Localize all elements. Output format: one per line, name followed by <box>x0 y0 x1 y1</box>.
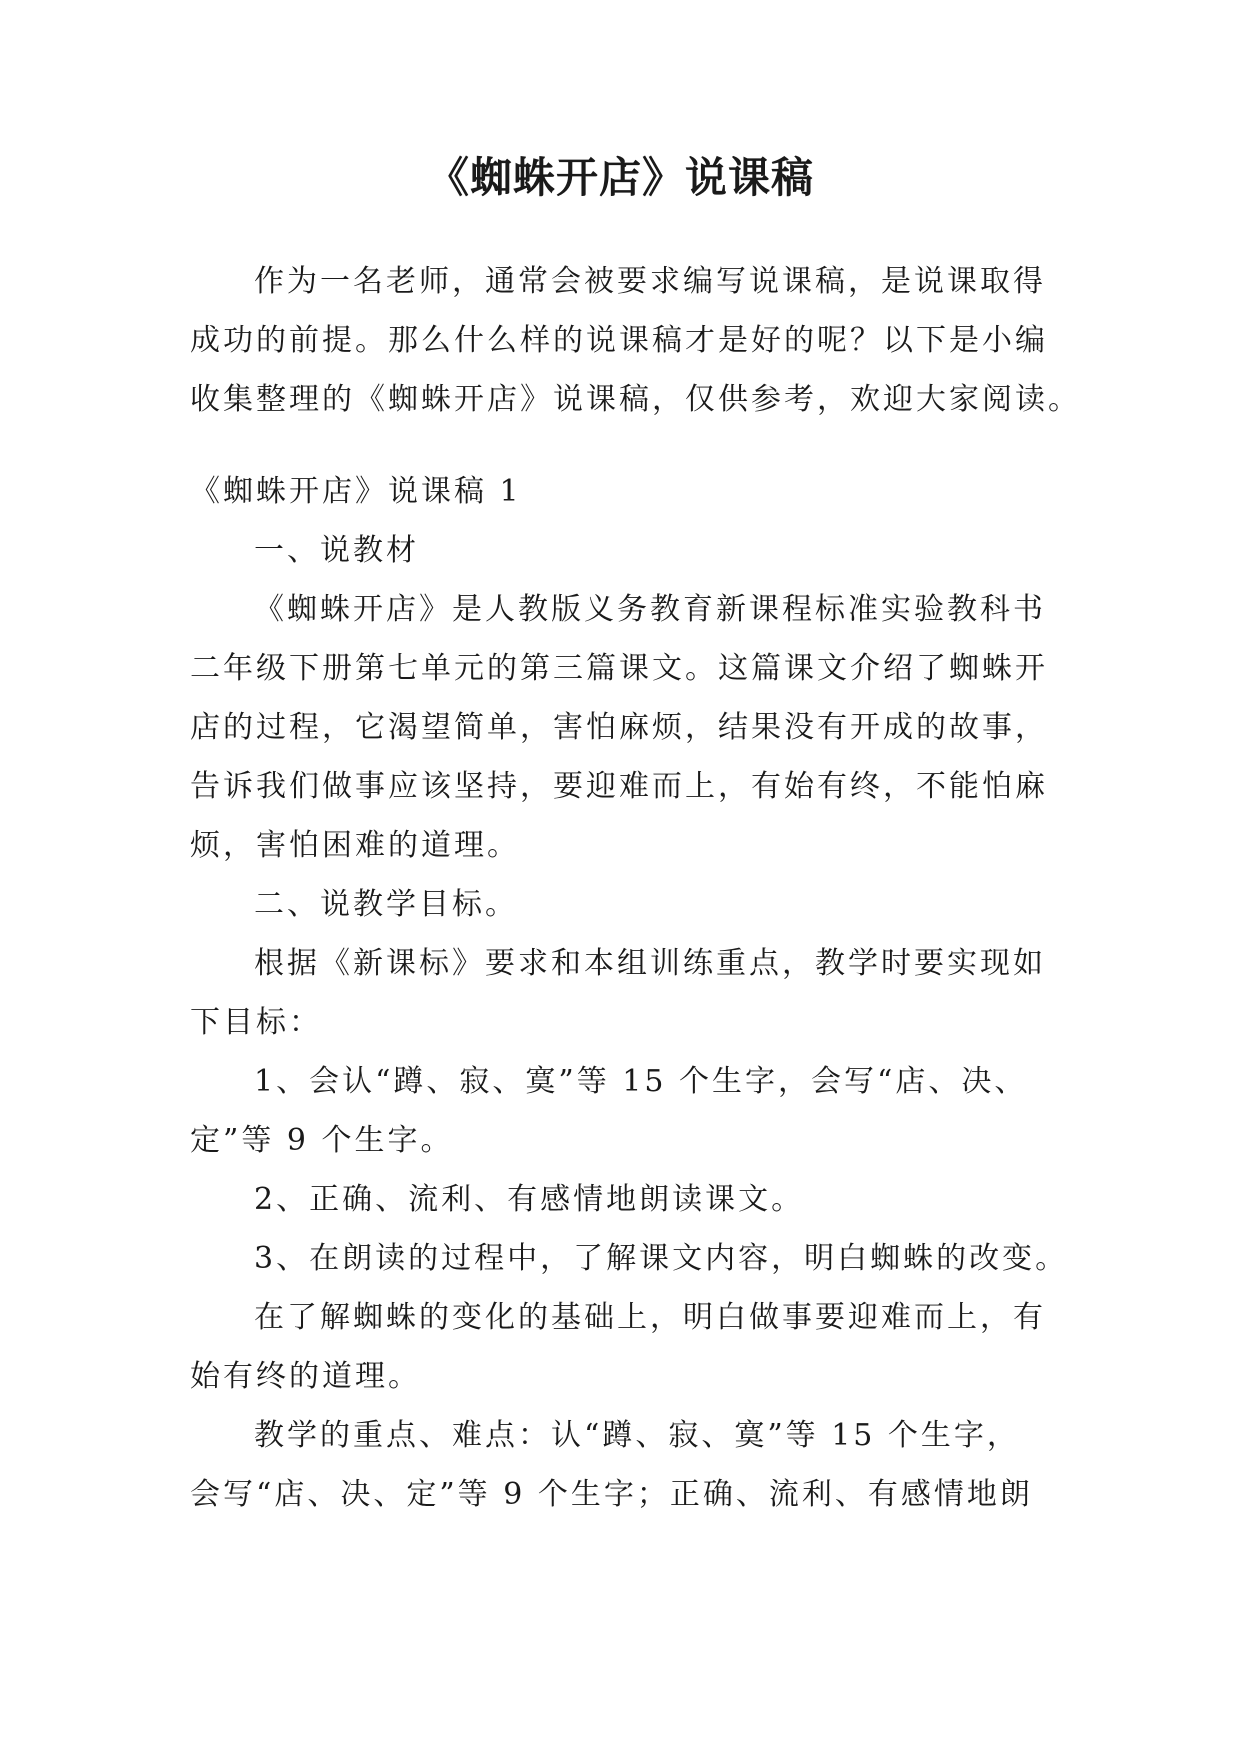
goal-2: 2、正确、流利、有感情地朗读课文。 <box>254 1182 805 1217</box>
intro-paragraph <box>190 252 1081 429</box>
goal-1-line-2: 定”等 9 个生字。 <box>190 1123 454 1158</box>
goals-intro-line-2: 下目标： <box>190 1005 322 1040</box>
sub-heading-material: 一、说教材 <box>254 533 419 568</box>
intro-line-1: 作为一名老师，通常会被要求编写说课稿，是说课取得 <box>254 264 1046 299</box>
goals-intro-line-1: 根据《新课标》要求和本组训练重点，教学时要实现如 <box>254 946 1046 981</box>
intro-line-2: 成功的前提。那么什么样的说课稿才是好的呢？以下是小编 <box>190 323 1048 358</box>
material-line-4: 告诉我们做事应该坚持，要迎难而上，有始有终，不能怕麻 <box>190 769 1048 804</box>
sub-heading-goals: 二、说教学目标。 <box>254 887 518 922</box>
material-line-1: 《蜘蛛开店》是人教版义务教育新课程标准实验教科书 <box>254 592 1046 627</box>
goal-3: 3、在朗读的过程中，了解课文内容，明白蜘蛛的改变。 <box>254 1241 1069 1276</box>
goal-1-line-1: 1、会认“蹲、寂、寞”等 15 个生字，会写“店、决、 <box>254 1064 1028 1099</box>
body-text <box>190 462 1069 1524</box>
material-line-2: 二年级下册第七单元的第三篇课文。这篇课文介绍了蜘蛛开 <box>190 651 1048 686</box>
goal-4-line-1: 在了解蜘蛛的变化的基础上，明白做事要迎难而上，有 <box>254 1300 1046 1335</box>
key-points-line-1: 教学的重点、难点：认“蹲、寂、寞”等 15 个生字， <box>254 1418 1020 1453</box>
key-points-line-2: 会写“店、决、定”等 9 个生字；正确、流利、有感情地朗 <box>190 1477 1033 1512</box>
intro-line-3: 收集整理的《蜘蛛开店》说课稿，仅供参考，欢迎大家阅读。 <box>190 382 1081 417</box>
goal-4-line-2: 始有终的道理。 <box>190 1359 421 1394</box>
material-line-3: 店的过程，它渴望简单，害怕麻烦，结果没有开成的故事， <box>190 710 1048 745</box>
document-title: 《蜘蛛开店》说课稿 <box>426 153 814 202</box>
material-line-5: 烦，害怕困难的道理。 <box>190 828 520 863</box>
section-heading: 《蜘蛛开店》说课稿 1 <box>190 474 522 509</box>
